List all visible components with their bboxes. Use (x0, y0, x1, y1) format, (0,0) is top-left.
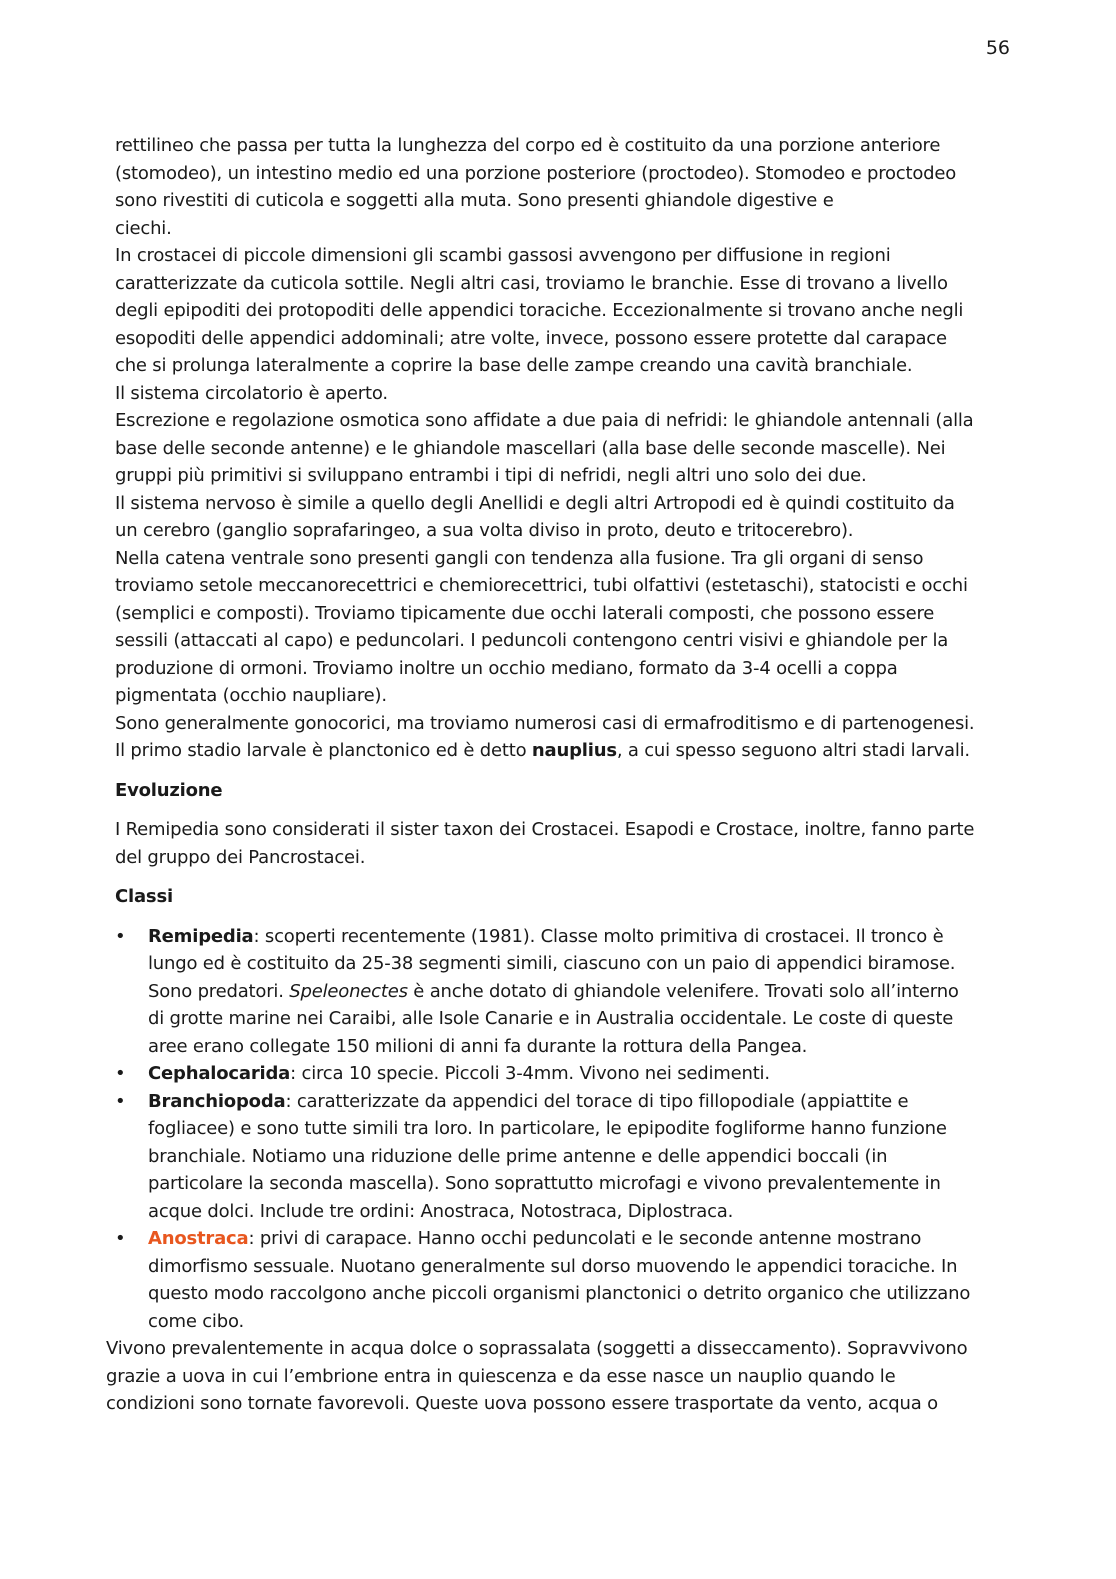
term-remipedia: Remipedia (148, 925, 254, 947)
text-line: caratterizzate da cuticola sottile. Negli altri casi, troviamo le branchie. Esse di trovano a livello (115, 272, 948, 294)
text-line: Il sistema circolatorio è aperto. (115, 382, 388, 404)
text-line: In crostacei di piccole dimensioni gli scambi gassosi avvengono per diffusione in regioni (115, 245, 891, 266)
list-item-anostraca (115, 1225, 1010, 1335)
text-line: base delle seconde antenne) e le ghiandole mascellari (alla base delle seconde mascelle). Nei (115, 437, 946, 459)
text-run: è anche dotato di ghiandole velenifere. Trovati solo all’interno (407, 980, 959, 1002)
text-run: Il primo stadio larvale è planctonico ed è detto (115, 740, 532, 761)
list-item-cephalocarida (115, 1060, 1010, 1088)
text-line: Vivono prevalentemente in acqua dolce o soprassalata (soggetti a disseccamento). Sopravvivono (106, 1338, 968, 1359)
text-line: troviamo setole meccanorecettrici e chemiorecettrici, tubi olfattivi (estetaschi), statocisti e occhi (115, 575, 968, 596)
evoluzione-paragraph (115, 816, 1010, 871)
list-item-remipedia (115, 923, 1010, 1061)
text-line: Escrezione e regolazione osmotica sono affidate a due paia di nefridi: le ghiandole antennali (alla (115, 410, 974, 431)
text-line (148, 923, 1010, 951)
text-run: , a cui spesso seguono altri stadi larvali. (616, 740, 970, 761)
text-line: I Remipedia sono considerati il sister taxon dei Crostacei. Esapodi e Crostace, inoltre, fanno parte (115, 819, 975, 840)
text-line: del gruppo dei Pancrostacei. (115, 846, 366, 868)
text-line: ciechi. (115, 217, 172, 239)
text-line: esopoditi delle appendici addominali; atre volte, invece, possono essere protette dal carapace (115, 327, 947, 349)
text-line (148, 1088, 1010, 1116)
text-line: di grotte marine nei Caraibi, alle Isole Canarie e in Australia occidentale. Le coste di queste (148, 1008, 954, 1029)
text-line: fogliacee) e sono tutte simili tra loro. In particolare, le epipodite fogliforme hanno funzione (148, 1118, 947, 1139)
text-line: Sono generalmente gonocorici, ma troviamo numerosi casi di ermafroditismo e di partenogenesi. (115, 712, 975, 734)
page-number: 56 (985, 37, 1010, 59)
term-anostraca: Anostraca (148, 1228, 249, 1249)
text-line: gruppi più primitivi si sviluppano entrambi i tipi di nefridi, negli altri uno solo dei due. (115, 465, 867, 486)
text-line: grazie a uova in cui l’embrione entra in quiescenza e da esse nasce un nauplio quando le (106, 1365, 896, 1387)
text-line: aree erano collegate 150 milioni di anni fa durante la rottura della Pangea. (148, 1035, 808, 1057)
text-line: pigmentata (occhio naupliare). (115, 685, 387, 706)
term-cephalocarida: Cephalocarida (148, 1063, 291, 1084)
text-line: che si prolunga lateralmente a coprire la base delle zampe creando una cavità branchiale. (115, 355, 913, 376)
text-run: : caratterizzate da appendici del torace di tipo fillopodiale (appiattite e (285, 1090, 909, 1112)
text-line: sono rivestiti di cuticola e soggetti alla muta. Sono presenti ghiandole digestive e (115, 190, 834, 211)
genus-speleonectes: Speleonectes (289, 980, 408, 1002)
closing-paragraph (106, 1335, 1010, 1418)
text-line (148, 1225, 1010, 1253)
text-line: un cerebro (ganglio soprafaringeo, a sua volta diviso in proto, deuto e tritocerebro). (115, 520, 854, 541)
text-line: come cibo. (148, 1310, 244, 1332)
text-line: branchiale. Notiamo una riduzione delle prime antenne e delle appendici boccali (in (148, 1145, 888, 1167)
text-line-nauplius (115, 737, 1010, 765)
text-line: acque dolci. Include tre ordini: Anostraca, Notostraca, Diplostraca. (148, 1200, 734, 1222)
text-run: : circa 10 specie. Piccoli 3-4mm. Vivono nei sedimenti. (290, 1063, 770, 1084)
text-line (148, 1060, 1010, 1088)
text-line: degli epipoditi dei protopoditi delle appendici toraciche. Eccezionalmente si trovano anche negli (115, 300, 964, 321)
term-nauplius: nauplius (531, 740, 617, 761)
text-run: : scoperti recentemente (1981). Classe molto primitiva di crostacei. Il tronco è (253, 925, 944, 947)
text-line: Nella catena ventrale sono presenti gangli con tendenza alla fusione. Tra gli organi di senso (115, 547, 924, 569)
text-line: questo modo raccolgono anche piccoli organismi planctonici o detrito organico che utilizzano (148, 1283, 971, 1304)
heading-evoluzione: Evoluzione (115, 779, 223, 801)
term-branchiopoda: Branchiopoda (148, 1090, 286, 1112)
text-line: sessili (attaccati al capo) e peduncolari. I peduncoli contengono centri visivi e ghiandole per la (115, 630, 949, 651)
text-line: Il sistema nervoso è simile a quello degli Anellidi e degli altri Artropodi ed è quindi costituito da (115, 492, 955, 514)
text-line: rettilineo che passa per tutta la lunghezza del corpo ed è costituito da una porzione anteriore (115, 135, 941, 156)
list-item-branchiopoda (115, 1088, 1010, 1226)
intro-paragraph (115, 132, 1010, 765)
classes-list (115, 923, 1010, 1336)
text-line: produzione di ormoni. Troviamo inoltre un occhio mediano, formato da 3-4 ocelli a coppa (115, 657, 898, 679)
text-line: (stomodeo), un intestino medio ed una porzione posteriore (proctodeo). Stomodeo e proctodeo (115, 162, 957, 184)
text-line: (semplici e composti). Troviamo tipicamente due occhi laterali composti, che possono essere (115, 602, 935, 624)
text-run: : privi di carapace. Hanno occhi peduncolati e le seconde antenne mostrano (248, 1228, 922, 1249)
text-line: lungo ed è costituito da 25-38 segmenti simili, ciascuno con un paio di appendici biramose. (148, 953, 956, 974)
heading-classi: Classi (115, 886, 173, 907)
text-line (148, 978, 1010, 1006)
text-run: Sono predatori. (148, 980, 290, 1002)
document-body (106, 132, 1010, 1418)
text-line: particolare la seconda mascella). Sono soprattutto microfagi e vivono prevalentemente in (148, 1173, 941, 1194)
text-line: condizioni sono tornate favorevoli. Queste uova possono essere trasportate da vento, acqua o (106, 1393, 938, 1414)
text-line: dimorfismo sessuale. Nuotano generalmente sul dorso muovendo le appendici toraciche. In (148, 1255, 958, 1277)
